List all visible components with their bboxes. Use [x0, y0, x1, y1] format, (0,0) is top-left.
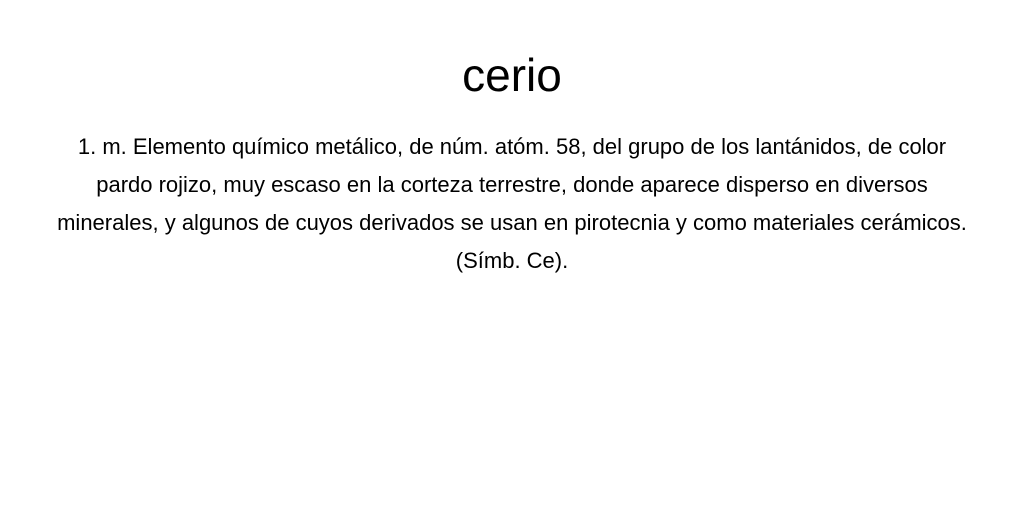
headword: cerio [462, 49, 562, 101]
definition-text: 1. m. Elemento químico metálico, de núm. atóm. 58, del grupo de los lantánidos, de color pardo rojizo, muy escaso en la corteza terrestre, donde aparece disperso en diversos minerales, y algunos de cuyos derivados se usan en pirotecnia y como materiales cerámicos. (Símb. Ce). [57, 134, 967, 273]
